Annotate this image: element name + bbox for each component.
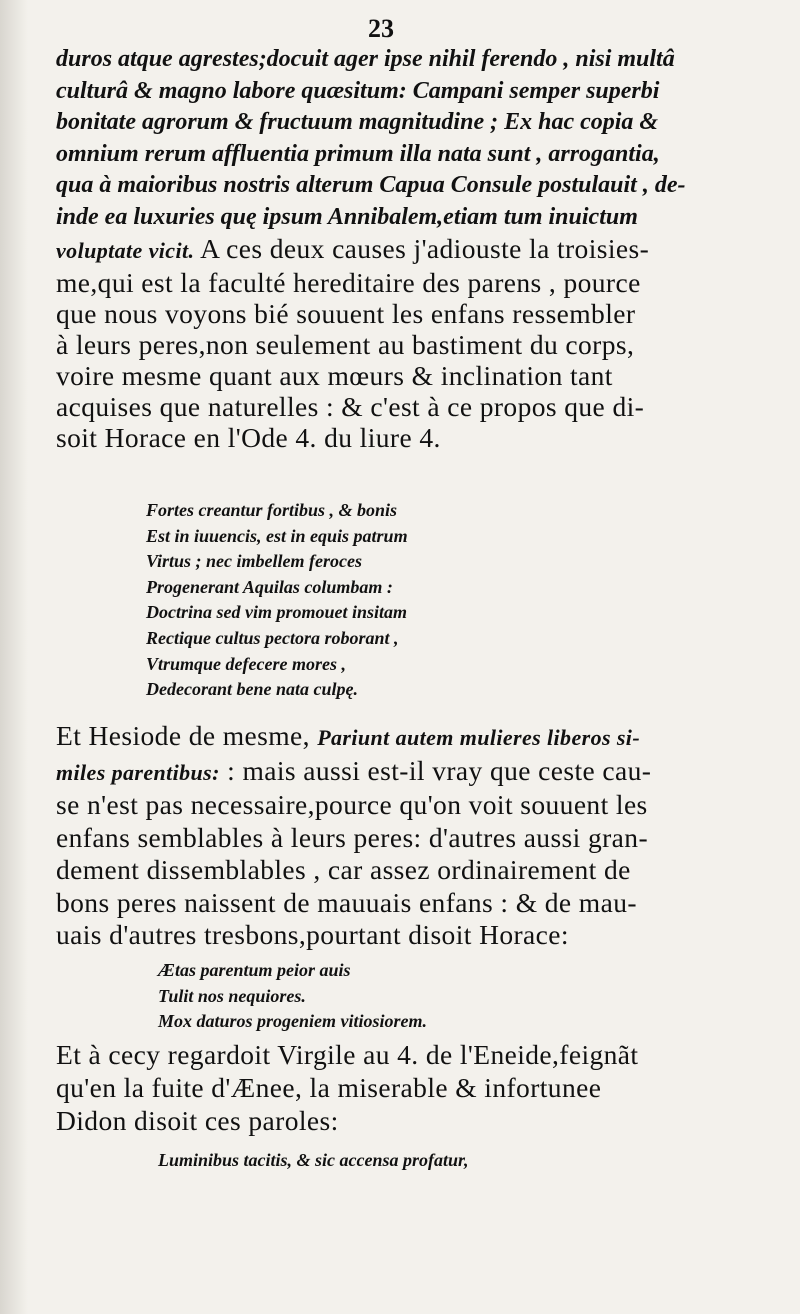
verse-line: Mox daturos progeniem vitiosiorem. <box>158 1011 428 1032</box>
text-line: omnium rerum affluentia primum illa nata sunt , arrogantia, <box>56 140 660 167</box>
french-paragraph-1 <box>56 267 716 453</box>
text-line: culturâ & magno labore quæsitum: Campani semper superbi <box>56 77 660 104</box>
text-line: voire mesme quant aux mœurs & inclination tant <box>56 360 613 391</box>
latin-fragment: miles parentibus: <box>56 759 220 785</box>
text-line: bonitate agrorum & fructuum magnitudine ; Ex hac copia & <box>56 109 659 135</box>
text-line <box>56 720 716 755</box>
text-line: que nous voyons bié souuent les enfans ressembler <box>56 298 636 329</box>
text-line: qua à maioribus nostris alterum Capua Consule postulauit , de- <box>56 172 686 198</box>
text-line: soit Horace en l'Ode 4. du liure 4. <box>56 422 441 453</box>
latin-passage <box>56 44 716 233</box>
text-line: uais d'autres tresbons,pourtant disoit Horace: <box>56 919 569 950</box>
text-line: à leurs peres,non seulement au bastiment du corps, <box>56 329 635 360</box>
verse-line: Doctrina sed vim promouet insitam <box>146 602 408 623</box>
french-fragment: Et Hesiode de mesme, <box>56 720 310 751</box>
text-line: enfans semblables à leurs peres: d'autres aussi gran- <box>56 821 648 853</box>
text-line: acquises que naturelles : & c'est à ce propos que di- <box>56 391 645 422</box>
text-line: Didon disoit ces paroles: <box>56 1105 339 1136</box>
text-line: Et à cecy regardoit Virgile au 4. de l'Eneide,feignãt <box>56 1039 639 1070</box>
text-line: bons peres naissent de mauuais enfans : & de mau- <box>56 886 637 918</box>
verse-line: Tulit nos nequiores. <box>158 985 306 1006</box>
text-line: inde ea luxuries quę ipsum Annibalem,etiam tum inuictum <box>56 203 638 230</box>
text-line: dement dissemblables , car assez ordinairement de <box>56 854 631 885</box>
verse-line: Luminibus tacitis, & sic accensa profatur, <box>158 1150 469 1170</box>
text-line: se n'est pas necessaire,pource qu'on voit souuent les <box>56 789 648 820</box>
verse-quotation-2 <box>158 958 427 1035</box>
french-fragment: A ces deux causes j'adiouste la troisies- <box>200 233 650 264</box>
french-paragraph-3 <box>56 1038 716 1137</box>
verse-line: Vtrumque defecere mores , <box>146 653 346 674</box>
verse-quotation-3 <box>158 1148 469 1174</box>
verse-line: Virtus ; nec imbellem feroces <box>146 551 362 572</box>
verse-line: Ætas parentum peior auis <box>158 960 351 980</box>
page-edge-shadow <box>0 0 28 1314</box>
mixed-line <box>56 233 716 265</box>
verse-line: Est in iuuencis, est in equis patrum <box>146 525 408 546</box>
verse-line: Dedecorant bene nata culpę. <box>146 679 358 700</box>
french-paragraph-2 <box>56 720 716 952</box>
text-line: me,qui est la faculté hereditaire des parens , pource <box>56 267 641 298</box>
latin-fragment: voluptate vicit. <box>56 238 195 263</box>
verse-quotation-1 <box>146 498 408 703</box>
verse-line: Rectique cultus pectora roborant , <box>146 627 399 648</box>
verse-line: Progenerant Aquilas columbam : <box>146 576 393 597</box>
text-line: qu'en la fuite d'Ænee, la miserable & infortunee <box>56 1072 602 1103</box>
text-line <box>56 755 716 790</box>
text-line: duros atque agrestes;docuit ager ipse nihil ferendo , nisi multâ <box>56 46 675 72</box>
page-number: 23 <box>368 14 394 43</box>
french-fragment: : mais aussi est-il vray que ceste cau- <box>227 754 652 786</box>
verse-line: Fortes creantur fortibus , & bonis <box>146 500 398 520</box>
latin-fragment: Pariunt autem mulieres liberos si- <box>317 725 641 750</box>
